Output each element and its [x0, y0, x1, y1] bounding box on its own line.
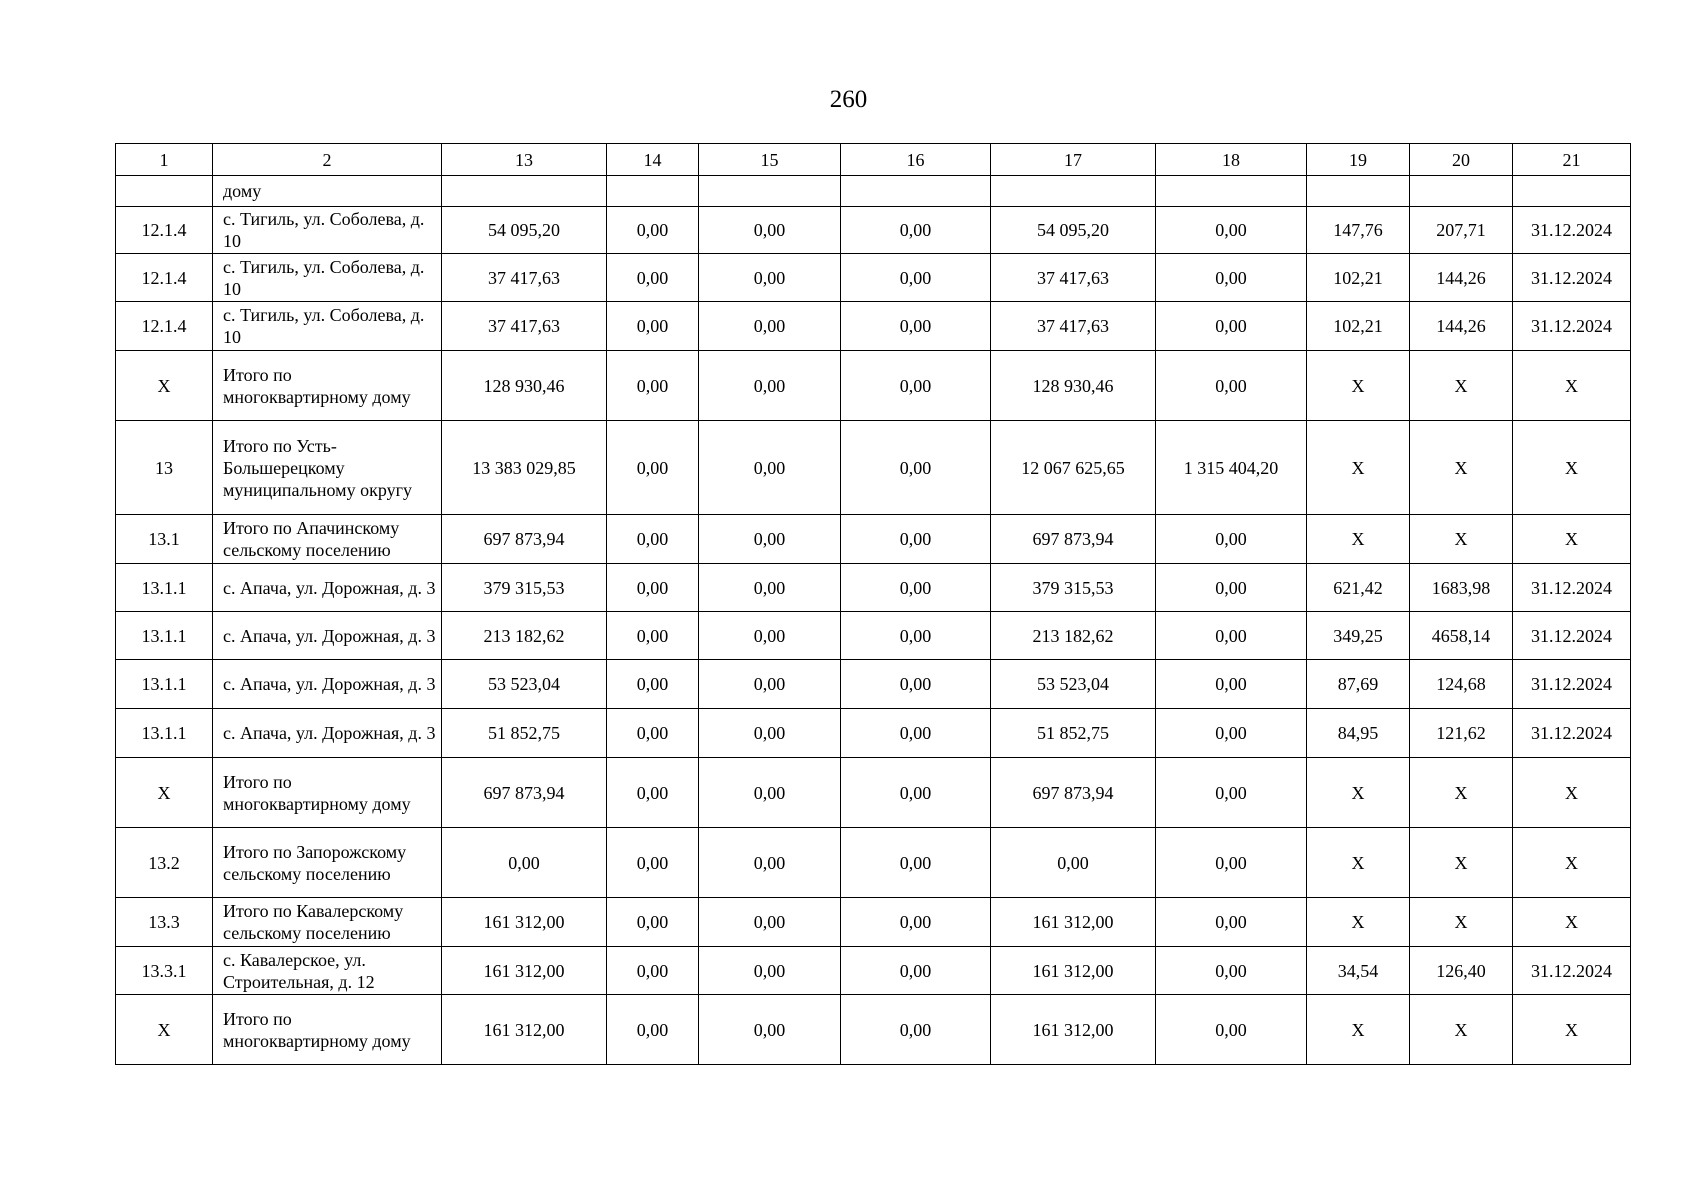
table-cell: X — [1307, 758, 1410, 828]
table-cell: 0,00 — [1156, 612, 1307, 660]
table-cell: 53 523,04 — [442, 660, 607, 709]
table-cell: 349,25 — [1307, 612, 1410, 660]
table-cell: 0,00 — [841, 947, 991, 995]
table-cell: 0,00 — [841, 421, 991, 515]
table-cell: 161 312,00 — [442, 947, 607, 995]
table-cell: 0,00 — [841, 828, 991, 898]
table-cell: 161 312,00 — [442, 995, 607, 1065]
table-row — [116, 660, 1631, 709]
table-cell: 147,76 — [1307, 207, 1410, 254]
table-cell: 4658,14 — [1410, 612, 1513, 660]
table-cell: X — [1513, 995, 1631, 1065]
table-cell: 0,00 — [1156, 758, 1307, 828]
table-cell: X — [1307, 828, 1410, 898]
table-cell: 126,40 — [1410, 947, 1513, 995]
table-cell: 0,00 — [607, 947, 699, 995]
table-cell: с. Апача, ул. Дорожная, д. 3 — [213, 660, 442, 709]
table-cell: 13 — [116, 421, 213, 515]
column-header: 13 — [442, 144, 607, 176]
table-cell: 0,00 — [607, 995, 699, 1065]
table-cell: 0,00 — [841, 612, 991, 660]
data-table — [115, 143, 1631, 1065]
table-cell: 0,00 — [607, 898, 699, 947]
table-cell: 51 852,75 — [442, 709, 607, 758]
table-cell: 0,00 — [1156, 828, 1307, 898]
table-cell: 0,00 — [841, 660, 991, 709]
table-cell: 161 312,00 — [991, 898, 1156, 947]
table-cell: X — [1410, 828, 1513, 898]
table-cell: 0,00 — [699, 947, 841, 995]
table-cell: 13.1.1 — [116, 660, 213, 709]
table-cell: Итого по многоквартирному дому — [213, 758, 442, 828]
table-cell: 37 417,63 — [991, 254, 1156, 302]
table-cell: 87,69 — [1307, 660, 1410, 709]
table-cell: 0,00 — [607, 660, 699, 709]
table-cell: X — [116, 995, 213, 1065]
table-cell: 102,21 — [1307, 302, 1410, 351]
table-row — [116, 947, 1631, 995]
table-cell: 34,54 — [1307, 947, 1410, 995]
table-row — [116, 758, 1631, 828]
table-row — [116, 515, 1631, 564]
table-cell: 0,00 — [841, 254, 991, 302]
table-cell — [607, 176, 699, 207]
table-header-row — [116, 144, 1631, 176]
table-cell: Итого по многоквартирному дому — [213, 995, 442, 1065]
table-cell: 0,00 — [1156, 254, 1307, 302]
table-cell: Итого по многоквартирному дому — [213, 351, 442, 421]
table-cell: 0,00 — [607, 612, 699, 660]
table-cell: 161 312,00 — [442, 898, 607, 947]
table-row — [116, 995, 1631, 1065]
table-cell: 0,00 — [699, 564, 841, 612]
table-cell: 31.12.2024 — [1513, 254, 1631, 302]
table-cell: 12 067 625,65 — [991, 421, 1156, 515]
table-cell: 161 312,00 — [991, 947, 1156, 995]
table-cell: 0,00 — [607, 515, 699, 564]
table-cell: 0,00 — [699, 351, 841, 421]
table-cell: 13.1.1 — [116, 564, 213, 612]
table-cell: 0,00 — [841, 351, 991, 421]
table-cell: 128 930,46 — [442, 351, 607, 421]
table-cell: 31.12.2024 — [1513, 660, 1631, 709]
table-cell: 0,00 — [1156, 660, 1307, 709]
table-cell: 213 182,62 — [991, 612, 1156, 660]
table-cell: 31.12.2024 — [1513, 947, 1631, 995]
table-cell: 697 873,94 — [991, 758, 1156, 828]
table-cell: 0,00 — [607, 351, 699, 421]
table-cell: с. Тигиль, ул. Соболева, д. 10 — [213, 207, 442, 254]
table-cell: 0,00 — [699, 612, 841, 660]
table-cell: X — [1513, 351, 1631, 421]
table-cell: 621,42 — [1307, 564, 1410, 612]
table-cell: X — [116, 758, 213, 828]
table-cell: X — [1513, 828, 1631, 898]
table-cell: 207,71 — [1410, 207, 1513, 254]
table-cell: 0,00 — [1156, 995, 1307, 1065]
table-cell: 12.1.4 — [116, 207, 213, 254]
table-cell — [699, 176, 841, 207]
table-cell: 121,62 — [1410, 709, 1513, 758]
table-cell: 12.1.4 — [116, 302, 213, 351]
table-cell: X — [1307, 995, 1410, 1065]
table-cell: 13.1.1 — [116, 709, 213, 758]
table-cell: 0,00 — [699, 302, 841, 351]
table-cell: 0,00 — [699, 898, 841, 947]
table-cell: 31.12.2024 — [1513, 302, 1631, 351]
table-cell: 0,00 — [607, 758, 699, 828]
table-cell: X — [1410, 351, 1513, 421]
table-cell: 161 312,00 — [991, 995, 1156, 1065]
table-cell: 0,00 — [607, 421, 699, 515]
table-cell: 37 417,63 — [442, 302, 607, 351]
column-header: 2 — [213, 144, 442, 176]
table-cell: 0,00 — [607, 564, 699, 612]
table-cell: X — [1307, 898, 1410, 947]
table-cell: 0,00 — [699, 421, 841, 515]
table-cell: с. Кавалерское, ул. Строительная, д. 12 — [213, 947, 442, 995]
table-cell: X — [1307, 421, 1410, 515]
table-cell: 0,00 — [1156, 898, 1307, 947]
table-cell — [991, 176, 1156, 207]
table-cell: 0,00 — [841, 995, 991, 1065]
table-cell: 12.1.4 — [116, 254, 213, 302]
table-row — [116, 828, 1631, 898]
table-cell: 102,21 — [1307, 254, 1410, 302]
table-cell: 54 095,20 — [991, 207, 1156, 254]
table-cell: 53 523,04 — [991, 660, 1156, 709]
table-cell: дому — [213, 176, 442, 207]
column-header: 20 — [1410, 144, 1513, 176]
column-header: 14 — [607, 144, 699, 176]
table-cell: X — [1410, 421, 1513, 515]
table-row — [116, 612, 1631, 660]
table-cell: Итого по Апачинскому сельскому поселению — [213, 515, 442, 564]
table-cell: 13.3 — [116, 898, 213, 947]
table-cell: X — [1410, 995, 1513, 1065]
table-cell: Итого по Кавалерскому сельскому поселению — [213, 898, 442, 947]
table-cell: 13 383 029,85 — [442, 421, 607, 515]
table-cell: с. Тигиль, ул. Соболева, д. 10 — [213, 254, 442, 302]
table-cell — [841, 176, 991, 207]
table-cell: 379 315,53 — [442, 564, 607, 612]
table-cell: 0,00 — [699, 828, 841, 898]
table-cell: 0,00 — [699, 207, 841, 254]
column-header: 19 — [1307, 144, 1410, 176]
table-cell: X — [116, 351, 213, 421]
table-cell: X — [1513, 898, 1631, 947]
table-cell: 0,00 — [1156, 947, 1307, 995]
table-cell: 0,00 — [841, 302, 991, 351]
table-cell: 13.2 — [116, 828, 213, 898]
page-number: 260 — [829, 86, 868, 113]
column-header: 15 — [699, 144, 841, 176]
table-cell: 0,00 — [841, 207, 991, 254]
table-cell: 0,00 — [841, 898, 991, 947]
table-cell: 1683,98 — [1410, 564, 1513, 612]
table-cell — [1156, 176, 1307, 207]
table-cell: X — [1513, 515, 1631, 564]
table-cell: Итого по Запорожскому сельскому поселению — [213, 828, 442, 898]
table-cell: с. Апача, ул. Дорожная, д. 3 — [213, 564, 442, 612]
table-cell — [1410, 176, 1513, 207]
table-cell: 0,00 — [841, 564, 991, 612]
table-cell: 0,00 — [699, 254, 841, 302]
table-cell: 37 417,63 — [442, 254, 607, 302]
table-cell — [1513, 176, 1631, 207]
table-cell: X — [1307, 351, 1410, 421]
table-cell: 0,00 — [1156, 709, 1307, 758]
table-cell — [442, 176, 607, 207]
table-cell — [1307, 176, 1410, 207]
table-cell: 0,00 — [699, 709, 841, 758]
table-row — [116, 176, 1631, 207]
table-cell: 124,68 — [1410, 660, 1513, 709]
table-row — [116, 254, 1631, 302]
column-header: 18 — [1156, 144, 1307, 176]
table-cell: 697 873,94 — [442, 515, 607, 564]
table-cell: с. Тигиль, ул. Соболева, д. 10 — [213, 302, 442, 351]
table-cell — [116, 176, 213, 207]
column-header: 21 — [1513, 144, 1631, 176]
column-header: 17 — [991, 144, 1156, 176]
column-header: 16 — [841, 144, 991, 176]
table-cell: X — [1410, 898, 1513, 947]
table-cell: 0,00 — [607, 207, 699, 254]
table-cell: 0,00 — [607, 254, 699, 302]
table-cell: 31.12.2024 — [1513, 612, 1631, 660]
table-cell: 697 873,94 — [991, 515, 1156, 564]
table-cell: X — [1410, 515, 1513, 564]
table-cell: 0,00 — [841, 758, 991, 828]
table-cell: 0,00 — [699, 515, 841, 564]
table-row — [116, 302, 1631, 351]
table-cell: 0,00 — [1156, 515, 1307, 564]
table-cell: X — [1513, 758, 1631, 828]
table-cell: 31.12.2024 — [1513, 207, 1631, 254]
table-cell: 0,00 — [442, 828, 607, 898]
table-cell: 54 095,20 — [442, 207, 607, 254]
table-row — [116, 564, 1631, 612]
table-cell: 0,00 — [1156, 302, 1307, 351]
table-cell: 84,95 — [1307, 709, 1410, 758]
table-cell: 0,00 — [1156, 351, 1307, 421]
table-cell: X — [1307, 515, 1410, 564]
table-row — [116, 207, 1631, 254]
table-cell: 37 417,63 — [991, 302, 1156, 351]
table-cell: 0,00 — [699, 995, 841, 1065]
table-cell: 379 315,53 — [991, 564, 1156, 612]
table-cell: Итого по Усть-Большерецкому муниципальному округу — [213, 421, 442, 515]
table-row — [116, 351, 1631, 421]
table-row — [116, 898, 1631, 947]
table-cell: 1 315 404,20 — [1156, 421, 1307, 515]
table-cell: 0,00 — [1156, 564, 1307, 612]
table-cell: X — [1410, 758, 1513, 828]
table-cell: 51 852,75 — [991, 709, 1156, 758]
table-cell: 0,00 — [991, 828, 1156, 898]
table-cell: 13.1.1 — [116, 612, 213, 660]
table-row — [116, 421, 1631, 515]
column-header: 1 — [116, 144, 213, 176]
table-cell: 13.3.1 — [116, 947, 213, 995]
table-cell: с. Апача, ул. Дорожная, д. 3 — [213, 612, 442, 660]
table-cell: 13.1 — [116, 515, 213, 564]
table-cell: 0,00 — [699, 758, 841, 828]
table-row — [116, 709, 1631, 758]
table-cell: 697 873,94 — [442, 758, 607, 828]
table-cell: с. Апача, ул. Дорожная, д. 3 — [213, 709, 442, 758]
table-cell: 0,00 — [607, 709, 699, 758]
table-cell: 0,00 — [607, 828, 699, 898]
table-cell: 0,00 — [841, 709, 991, 758]
table-cell: 213 182,62 — [442, 612, 607, 660]
table-cell: 144,26 — [1410, 254, 1513, 302]
table-cell: 144,26 — [1410, 302, 1513, 351]
table-cell: 0,00 — [607, 302, 699, 351]
table-cell: 0,00 — [1156, 207, 1307, 254]
table-cell: 0,00 — [699, 660, 841, 709]
table-cell: 31.12.2024 — [1513, 709, 1631, 758]
table-cell: 31.12.2024 — [1513, 564, 1631, 612]
table-cell: X — [1513, 421, 1631, 515]
table-cell: 0,00 — [841, 515, 991, 564]
table-cell: 128 930,46 — [991, 351, 1156, 421]
